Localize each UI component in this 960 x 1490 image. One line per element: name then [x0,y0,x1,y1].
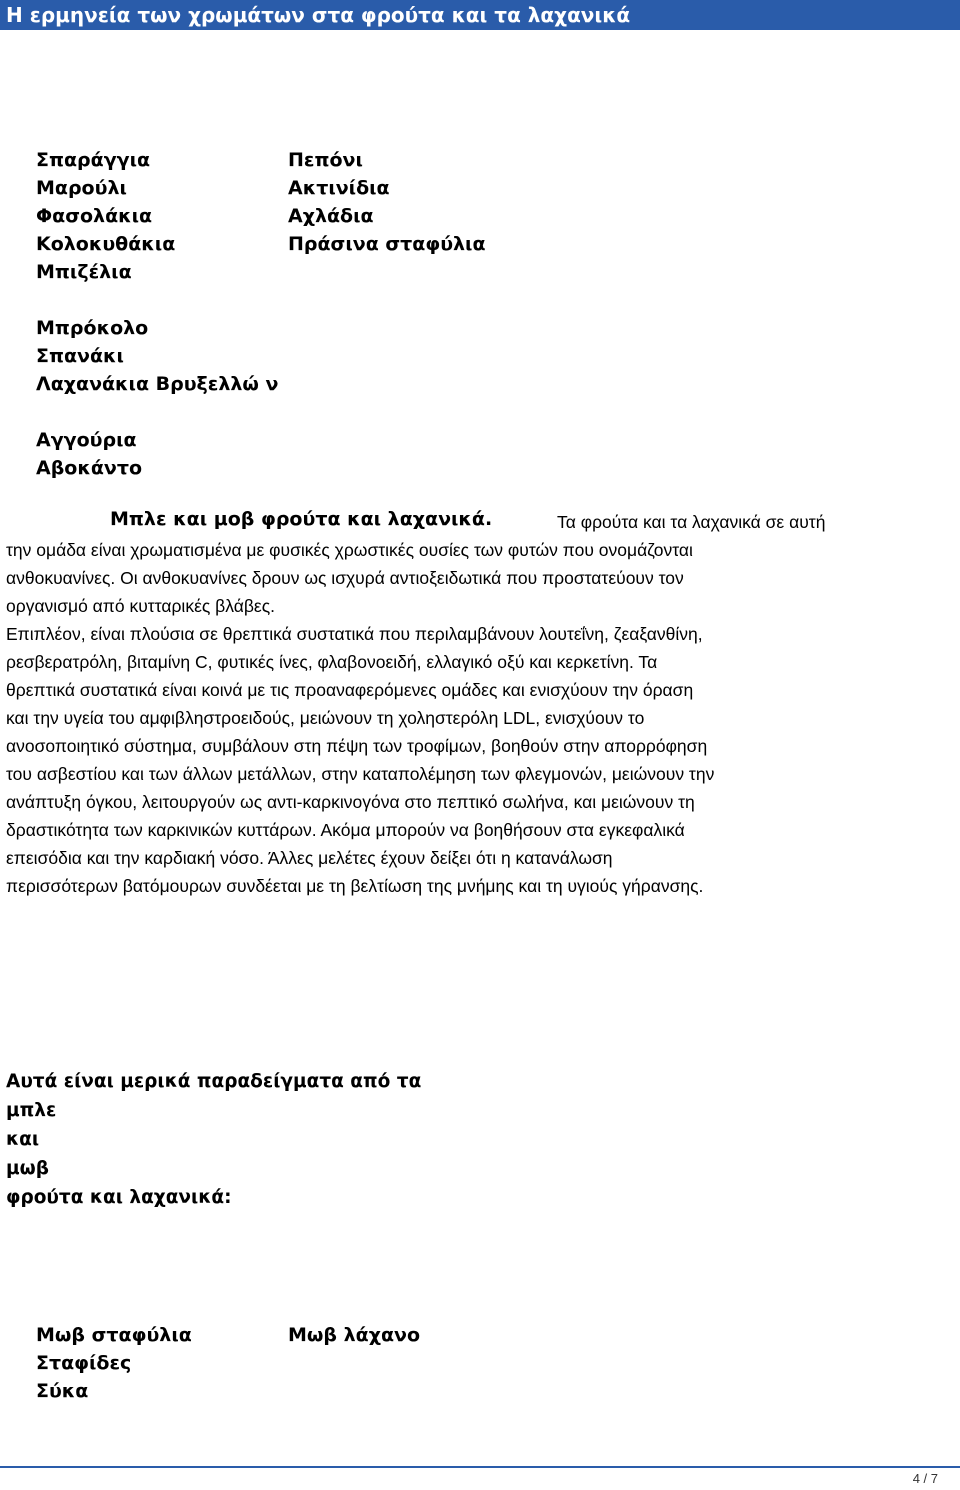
body-line: ανάπτυξη όγκου, λειτουργούν ως αντι-καρκινογόνα στο πεπτικό σωλήνα, και μειώνουν τη [6,792,695,812]
body-line: Επιπλέον, είναι πλούσια σε θρεπτικά συστατικά που περιλαμβάνουν λουτεΐνη, ζεαξανθίνη, [6,624,703,644]
page-number: 4 / 7 [912,1471,938,1486]
purple-vegetables-list [288,1321,420,1349]
list-item: Μωβ σταφύλια [36,1324,192,1346]
body-line: και την υγεία του αμφιβληστροειδούς, μειώνουν τη χοληστερόλη LDL, ενισχύουν το [6,708,645,728]
list-item: Σταφίδες [36,1352,132,1374]
body-line: ρεσβερατρόλη, βιταμίνη C, φυτικές ίνες, φλαβονοειδή, ελλαγικό οξύ και κερκετίνη. Τα [6,652,658,672]
list-item: Ακτινίδια [288,177,390,199]
heading-line: Αυτά είναι μερικά παραδείγματα από τα [6,1071,422,1092]
green-fruits-list [288,146,486,258]
list-item: Αχλάδια [288,205,374,227]
list-item: Φασολάκια [36,205,153,227]
page-title: Η ερμηνεία των χρωμάτων στα φρούτα και τα λαχανικά [6,3,631,27]
body-line: οργανισμό από κυτταρικές βλάβες. [6,596,275,616]
list-item: Λαχανάκια Βρυξελλώ ν [36,373,279,395]
heading-line: φρούτα και λαχανικά: [6,1187,232,1208]
section-body [6,536,956,900]
list-item: Μπρόκολο [36,317,149,339]
body-line: περισσότερων βατόμουρων συνδέεται με τη βελτίωση της μνήμης και τη υγιούς γήρανσης. [6,876,704,896]
purple-fruits-list [36,1321,192,1405]
heading-line: μπλε [6,1100,57,1121]
list-item: Αγγούρια [36,429,137,451]
section-intro: Τα φρούτα και τα λαχανικά σε αυτή [557,512,826,532]
header-bar [0,0,960,30]
body-line: την ομάδα είναι χρωματισμένα με φυσικές χρωστικές ουσίες των φυτών που ονομάζονται [6,540,693,560]
body-line: ανοσοποιητικό σύστημα, συμβάλουν στη πέψη των τροφίμων, βοηθούν στην απορρόφηση [6,736,708,756]
body-line: ανθοκυανίνες. Οι ανθοκυανίνες δρουν ως ισχυρά αντιοξειδωτικά που προστατεύουν τον [6,568,684,588]
heading-line: μωβ [6,1158,49,1179]
list-item: Πεπόνι [288,149,363,171]
body-line: του ασβεστίου και των άλλων μετάλλων, στην καταπολέμηση των φλεγμονών, μειώνουν την [6,764,715,784]
list-item: Πράσινα σταφύλια [288,233,486,255]
list-item: Σπαράγγια [36,149,151,171]
body-line: δραστικότητα των καρκινικών κυττάρων. Ακόμα μπορούν να βοηθήσουν στα εγκεφαλικά [6,820,685,840]
examples-heading [6,1067,421,1212]
list-item: Αβοκάντο [36,457,143,479]
green-vegetables-list-3 [36,426,142,482]
list-item: Μπιζέλια [36,261,132,283]
heading-line: και [6,1129,40,1150]
green-vegetables-list [36,146,175,286]
list-item: Κολοκυθάκια [36,233,176,255]
list-item: Μωβ λάχανο [288,1324,421,1346]
body-line: θρεπτικά συστατικά είναι κοινά με τις προαναφερόμενες ομάδες και ενισχύουν την όραση [6,680,694,700]
section-heading-blue-purple: Μπλε και μοβ φρούτα και λαχανικά. [110,508,493,530]
body-line: επεισόδια και την καρδιακή νόσο. Άλλες μελέτες έχουν δείξει ότι η κατανάλωση [6,848,613,868]
list-item: Σύκα [36,1380,89,1402]
green-vegetables-list-2 [36,314,278,398]
list-item: Μαρούλι [36,177,127,199]
list-item: Σπανάκι [36,345,124,367]
footer-divider [0,1466,960,1468]
